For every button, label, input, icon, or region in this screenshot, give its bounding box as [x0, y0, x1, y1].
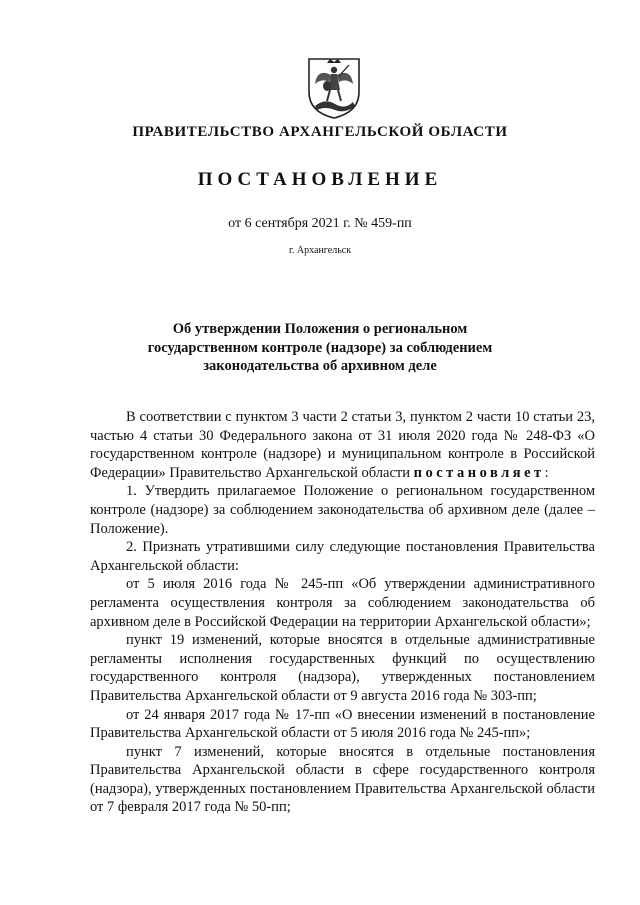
preamble-text: В соответствии с пунктом 3 части 2 статьи 3, пунктом 2 части 10 статьи 23, частью 4 статьи 30 Федерального закона от 31 июля 2020 года № 248-ФЗ «О государственном контроле (надзоре) и муниципальном контроле в Российской Федерации» Правительство Архангельской области	[90, 409, 595, 481]
subitem-paragraph: пункт 7 изменений, которые вносятся в отдельные постановления Правительства Архангельской области в сфере государственного контроля (надзора), утвержденных постановлением Правительства Архангельской области от 7 февраля 2017 года № 50-пп;	[90, 743, 595, 816]
coat-of-arms-icon	[305, 56, 363, 120]
resolves-colon: :	[544, 464, 549, 481]
item-paragraph: 1. Утвердить прилагаемое Положение о региональном государственном контроле (надзоре) за соблюдением законодательства об архивном деле (далее – Положение).	[90, 483, 595, 537]
document-date-number: от 6 сентября 2021 г. № 459-пп	[228, 216, 412, 231]
preamble-paragraph	[90, 408, 595, 482]
subitem-paragraph: от 5 июля 2016 года № 245-пп «Об утверждении административного регламента осуществления контроля за соблюдением законодательства об архивном деле в Российской Федерации на территории Архангельской области»;	[90, 576, 595, 630]
subitem-paragraph: пункт 19 изменений, которые вносятся в отдельные административные регламенты исполнения государственных функций по осуществлению государственного контроля (надзора), утвержденных постановлением Правительства Архангельской области от 9 августа 2016 года № 303-пп;	[90, 632, 595, 704]
document-city: г. Архангельск	[288, 245, 352, 256]
document-body	[90, 408, 595, 817]
document-type: ПОСТАНОВЛЕНИЕ	[197, 169, 443, 190]
subitem-paragraph: от 24 января 2017 года № 17-пп «О внесении изменений в постановление Правительства Архангельской области от 5 июля 2016 года № 245-пп»;	[90, 706, 595, 742]
subject-line: законодательства об архивном деле	[203, 358, 437, 374]
government-title: ПРАВИТЕЛЬСТВО АРХАНГЕЛЬСКОЙ ОБЛАСТИ	[132, 124, 508, 140]
document-subject	[120, 320, 520, 376]
item-paragraph: 2. Признать утратившими силу следующие постановления Правительства Архангельской области:	[90, 539, 595, 574]
subject-line: государственном контроле (надзоре) за соблюдением	[147, 339, 493, 356]
resolves-word: постановляет	[413, 464, 545, 481]
subject-line: Об утверждении Положения о региональном	[172, 321, 468, 337]
